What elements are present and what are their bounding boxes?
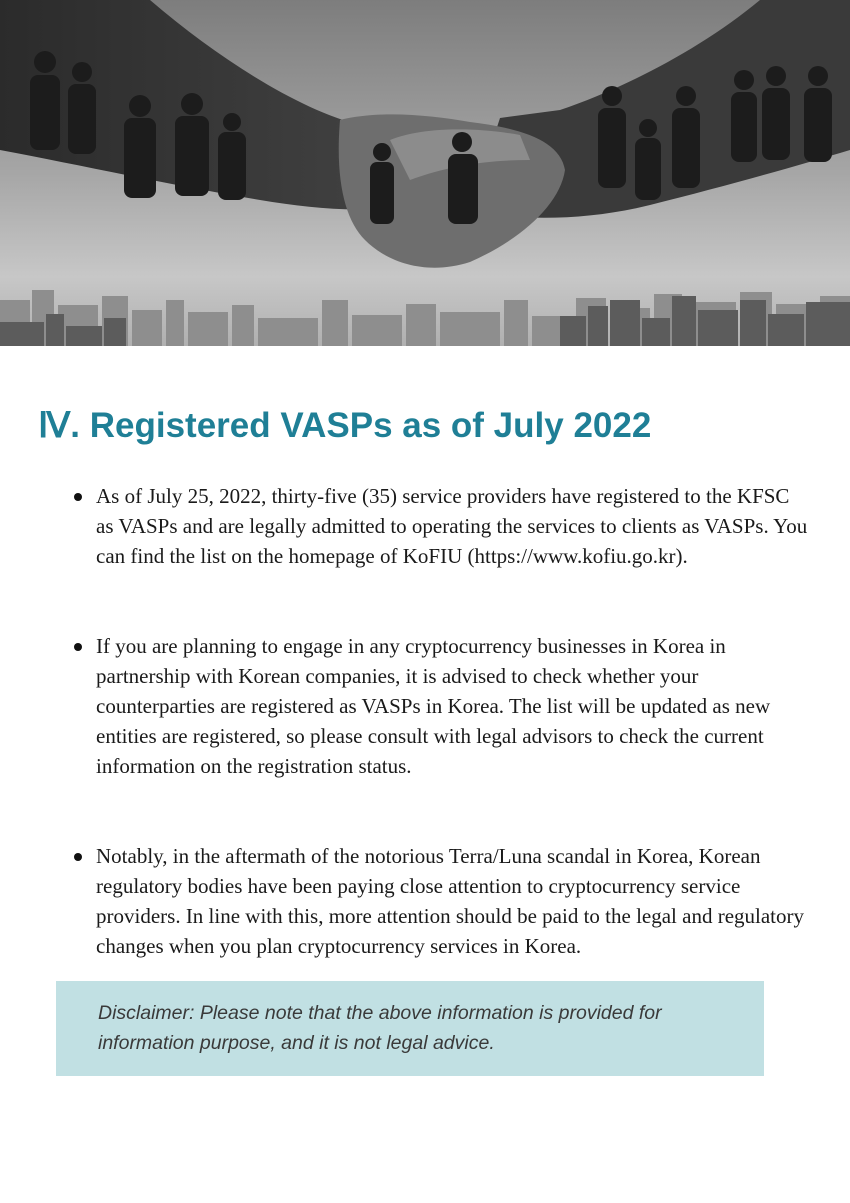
section-heading: Ⅳ. Registered VASPs as of July 2022: [38, 406, 652, 445]
bullet-text: As of July 25, 2022, thirty-five (35) service providers have registered to the KFSC as VASPs and are legally admitted to operating the services to clients as VASPs. You can find the list on the homepage of KoFIU (https://www.kofiu.go.kr).: [96, 484, 808, 569]
hero-handshake-image: [0, 0, 850, 346]
bullet-dot-icon: [74, 643, 82, 651]
bullet-dot-icon: [74, 853, 82, 861]
handshake-skyline-illustration: [0, 0, 850, 346]
bullet-list: [96, 481, 808, 1020]
bullet-text: If you are planning to engage in any cryptocurrency businesses in Korea in partnership with Korean companies, it is advised to check whether your counterparties are registered as VASPs in Korea. The list will be updated as new entities are registered, so please consult with legal advisors to check the current information on the registration status.: [96, 633, 771, 779]
disclaimer-text: Disclaimer: Please note that the above information is provided for information purpose, and it is not legal advice.: [98, 1002, 662, 1054]
list-item: [96, 841, 808, 962]
list-item: [96, 481, 808, 572]
list-item: [96, 631, 808, 782]
bullet-dot-icon: [74, 493, 82, 501]
disclaimer-box: [56, 981, 764, 1076]
bullet-text: Notably, in the aftermath of the notorious Terra/Luna scandal in Korea, Korean regulatory bodies have been paying close attention to cryptocurrency service providers. In line with this, more attention should be paid to the legal and regulatory changes when you plan cryptocurrency services in Korea.: [96, 843, 805, 959]
